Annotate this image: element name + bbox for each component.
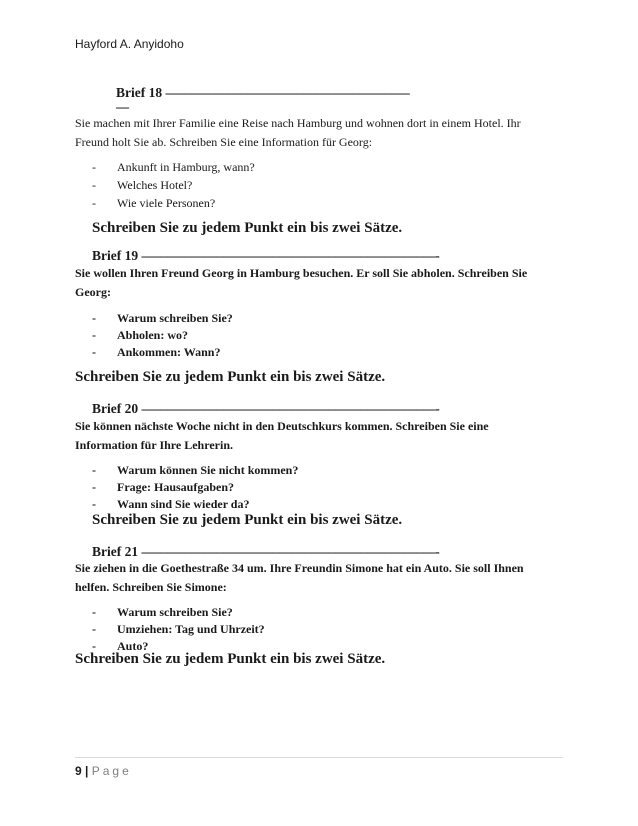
dash-rule: –––––––––––––––––––––––––––––––––––––––––––––––- [141,401,440,416]
list-item: - Warum schreiben Sie? [92,605,233,619]
brief-21-heading [92,544,439,560]
list-item: - Abholen: wo? [92,328,189,342]
body-line: Sie können nächste Woche nicht in den Deutschkurs kommen. Schreiben Sie eine [75,419,489,433]
instruction: Schreiben Sie zu jedem Punkt ein bis zwei Sätze. [92,220,403,236]
brief-18-heading [116,85,409,101]
brief-title: Brief 21 [92,544,139,559]
list-item: - Warum schreiben Sie? [92,311,233,325]
body-line: helfen. Schreiben Sie Simone: [75,580,227,594]
instruction: Schreiben Sie zu jedem Punkt ein bis zwei Sätze. [92,512,403,528]
page-label: Page [91,764,132,778]
list-item: - Wie viele Personen? [92,196,216,210]
body-line: Sie wollen Ihren Freund Georg in Hamburg besuchen. Er soll Sie abholen. Schreiben Sie [75,266,528,280]
body-line: Sie machen mit Ihrer Familie eine Reise nach Hamburg und wohnen dort in einem Hotel. Ihr [75,116,521,130]
footer-divider [75,757,563,758]
dash-rule: –––––––––––––––––––––––––––––––––––––––––––––––- [141,248,440,263]
list-item: - Frage: Hausaufgaben? [92,480,234,494]
body-line: Information für Ihre Lehrerin. [75,438,233,452]
brief-title: Brief 18 [116,85,163,100]
list-item: - Ankunft in Hamburg, wann? [92,160,255,174]
footer-separator: | [85,764,89,778]
page-number: 9 [75,764,82,778]
body-line: Georg: [75,285,111,299]
brief-20-heading [92,401,439,417]
list-item: - Warum können Sie nicht kommen? [92,463,299,477]
dash-rule: –––––––––––––––––––––––––––––––––––––––––––––––- [141,544,440,559]
brief-19-heading [92,248,439,264]
dash-rule-wrap: –– [116,99,129,114]
list-item: - Umziehen: Tag und Uhrzeit? [92,622,265,636]
list-item: - Auto? [92,639,149,653]
list-item: - Welches Hotel? [92,178,193,192]
instruction: Schreiben Sie zu jedem Punkt ein bis zwei Sätze. [75,651,386,667]
instruction: Schreiben Sie zu jedem Punkt ein bis zwei Sätze. [75,369,386,385]
list-item: - Wann sind Sie wieder da? [92,497,250,511]
brief-title: Brief 19 [92,248,139,263]
dash-rule: ––––––––––––––––––––––––––––––––––––––– [165,85,410,100]
body-line: Freund holt Sie ab. Schreiben Sie eine Information für Georg: [75,135,373,149]
body-line: Sie ziehen in die Goethestraße 34 um. Ihre Freundin Simone hat ein Auto. Sie soll Ihnen [75,561,524,575]
brief-title: Brief 20 [92,401,139,416]
author-header: Hayford A. Anyidoho [75,37,184,51]
page-footer [75,764,132,778]
list-item: - Ankommen: Wann? [92,345,221,359]
